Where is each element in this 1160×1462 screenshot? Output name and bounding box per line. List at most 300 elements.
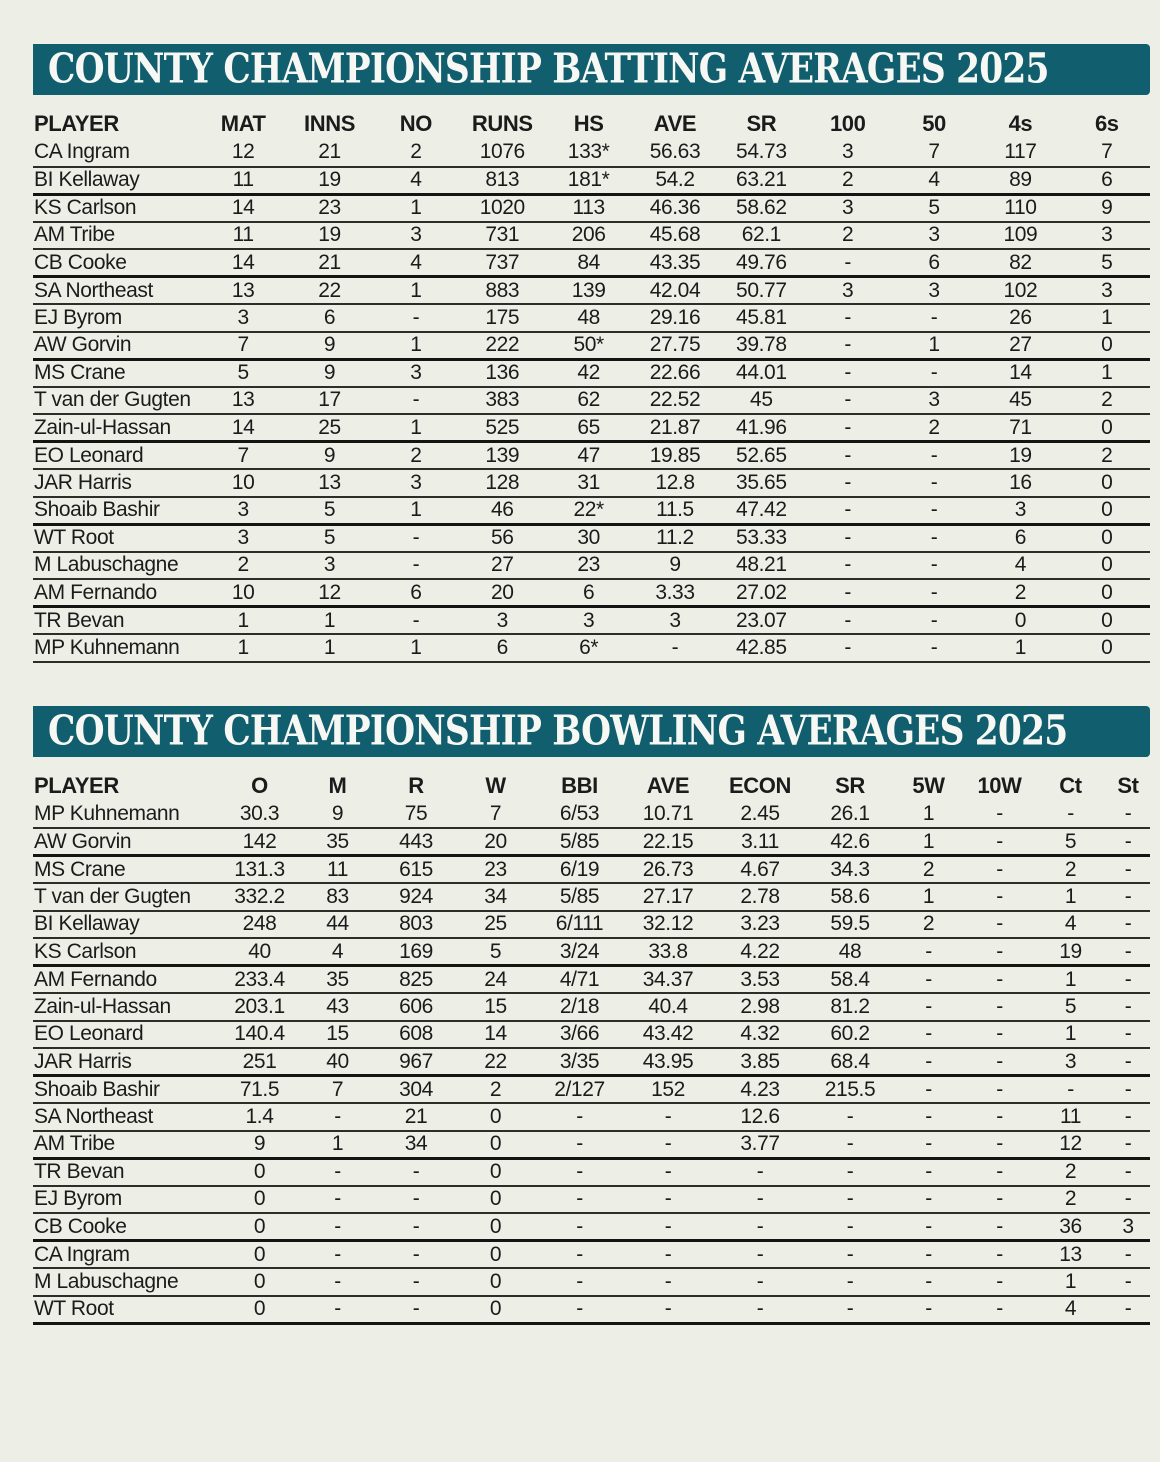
stat-cell: 12	[1035, 1131, 1106, 1159]
stat-cell: 14	[200, 414, 286, 442]
stat-cell: 54.2	[632, 167, 718, 195]
stat-cell: 29.16	[632, 304, 718, 332]
stat-cell: 1	[373, 194, 459, 222]
table-row	[33, 801, 1150, 829]
stat-cell: -	[1106, 1241, 1150, 1269]
stat-cell: -	[623, 1158, 713, 1186]
stat-cell: -	[891, 359, 977, 387]
stat-cell: -	[1106, 1158, 1150, 1186]
stat-cell: 50*	[545, 332, 631, 360]
table-row	[33, 222, 1150, 250]
stat-cell: 7	[200, 332, 286, 360]
stat-cell: 113	[545, 194, 631, 222]
stat-cell: 23	[455, 856, 536, 884]
stat-cell: -	[373, 524, 459, 552]
stat-cell: -	[373, 552, 459, 580]
stat-cell: 43	[298, 993, 377, 1021]
stat-cell: -	[298, 1103, 377, 1131]
stat-cell: -	[1035, 801, 1106, 829]
stat-cell: 12.6	[713, 1103, 807, 1131]
stat-cell: 14	[455, 1021, 536, 1049]
table-row	[33, 883, 1150, 911]
stat-cell: 23	[286, 194, 372, 222]
table-row	[33, 993, 1150, 1021]
stat-cell: 31	[545, 469, 631, 497]
player-name-cell: JAR Harris	[33, 1048, 221, 1076]
stat-cell: 142	[221, 828, 298, 856]
stat-cell: -	[373, 304, 459, 332]
stat-cell: -	[298, 1241, 377, 1269]
stat-cell: 56.63	[632, 139, 718, 167]
stat-cell: -	[805, 607, 891, 635]
stat-cell: 25	[286, 414, 372, 442]
stat-cell: -	[623, 1241, 713, 1269]
stat-cell: 65	[545, 414, 631, 442]
stat-cell: -	[893, 1213, 964, 1241]
stat-cell: -	[964, 1103, 1035, 1131]
player-name-cell: BI Kellaway	[33, 911, 221, 939]
stat-cell: 1	[1064, 359, 1150, 387]
stat-cell: -	[893, 938, 964, 966]
stat-cell: 4	[298, 938, 377, 966]
stat-cell: -	[623, 1131, 713, 1159]
stat-cell: 2	[1035, 1186, 1106, 1214]
stat-cell: 3.85	[713, 1048, 807, 1076]
stat-cell: 6	[286, 304, 372, 332]
stat-cell: 81.2	[807, 993, 893, 1021]
stat-cell: 1	[373, 414, 459, 442]
stat-cell: -	[807, 1186, 893, 1214]
stat-cell: 14	[977, 359, 1063, 387]
table-row	[33, 442, 1150, 470]
stat-cell: -	[964, 1213, 1035, 1241]
stat-cell: 42.6	[807, 828, 893, 856]
stat-cell: 14	[200, 194, 286, 222]
stat-cell: -	[1106, 828, 1150, 856]
stat-cell: 0	[1064, 414, 1150, 442]
player-name-cell: CB Cooke	[33, 1213, 221, 1241]
stat-cell: -	[964, 883, 1035, 911]
table-row	[33, 856, 1150, 884]
stat-cell: 2	[891, 414, 977, 442]
stat-cell: -	[805, 469, 891, 497]
stat-cell: 5	[891, 194, 977, 222]
stat-cell: 33.8	[623, 938, 713, 966]
stat-cell: 43.35	[632, 249, 718, 277]
stat-cell: 19	[977, 442, 1063, 470]
player-name-cell: KS Carlson	[33, 194, 200, 222]
stat-cell: 84	[545, 249, 631, 277]
player-name-cell: Shoaib Bashir	[33, 1076, 221, 1104]
stat-cell: -	[1035, 1076, 1106, 1104]
player-name-cell: MP Kuhnemann	[33, 634, 200, 662]
player-name-cell: Zain-ul-Hassan	[33, 993, 221, 1021]
stat-cell: 1	[373, 332, 459, 360]
stat-cell: 9	[286, 359, 372, 387]
stat-cell: 215.5	[807, 1076, 893, 1104]
player-name-cell: WT Root	[33, 1296, 221, 1324]
stat-cell: 825	[377, 966, 455, 994]
stat-cell: 1	[200, 634, 286, 662]
stat-cell: -	[1106, 1131, 1150, 1159]
stat-cell: 75	[377, 801, 455, 829]
stat-cell: 0	[455, 1296, 536, 1324]
stat-cell: 110	[977, 194, 1063, 222]
stat-cell: -	[891, 552, 977, 580]
stat-cell: -	[1106, 1296, 1150, 1324]
stat-cell: 3.33	[632, 579, 718, 607]
stat-cell: 181*	[545, 167, 631, 195]
table-row	[33, 634, 1150, 662]
stat-cell: -	[377, 1186, 455, 1214]
stat-cell: 2	[200, 552, 286, 580]
stat-column-header: 6s	[1094, 111, 1119, 136]
stat-column-header: ECON	[729, 772, 791, 798]
table-row	[33, 1021, 1150, 1049]
stat-cell: 21	[377, 1103, 455, 1131]
stat-cell: -	[805, 414, 891, 442]
stat-cell: 11.2	[632, 524, 718, 552]
stat-cell: -	[377, 1158, 455, 1186]
stat-cell: -	[1106, 966, 1150, 994]
stat-cell: -	[964, 1076, 1035, 1104]
stat-cell: -	[536, 1103, 623, 1131]
stat-cell: 1	[200, 607, 286, 635]
stat-cell: -	[373, 387, 459, 415]
stat-cell: 1	[286, 607, 372, 635]
stat-cell: 13	[286, 469, 372, 497]
stat-cell: 7	[891, 139, 977, 167]
stat-cell: 0	[455, 1158, 536, 1186]
stat-cell: 3.77	[713, 1131, 807, 1159]
stat-cell: 7	[455, 801, 536, 829]
stat-column-header: AVE	[653, 111, 697, 136]
stat-cell: 24	[455, 966, 536, 994]
player-column-header: PLAYER	[34, 772, 119, 798]
stat-cell: 10	[200, 469, 286, 497]
stat-cell: -	[807, 1268, 893, 1296]
stat-column-header: 4s	[1008, 111, 1033, 136]
stat-cell: -	[893, 1131, 964, 1159]
stat-cell: -	[893, 1241, 964, 1269]
player-name-cell: SA Northeast	[33, 1103, 221, 1131]
stat-cell: 45	[977, 387, 1063, 415]
player-name-cell: EJ Byrom	[33, 1186, 221, 1214]
stat-cell: -	[1106, 1103, 1150, 1131]
bowling-averages-table	[33, 771, 1150, 1325]
stat-cell: -	[1106, 1268, 1150, 1296]
stat-cell: 36	[1035, 1213, 1106, 1241]
stat-cell: 35	[298, 966, 377, 994]
stat-cell: 2/18	[536, 993, 623, 1021]
stat-cell: 1	[1035, 966, 1106, 994]
player-name-cell: KS Carlson	[33, 938, 221, 966]
stat-cell: -	[964, 1021, 1035, 1049]
stat-cell: -	[891, 634, 977, 662]
stat-cell: 4.22	[713, 938, 807, 966]
batting-title-banner	[33, 44, 1150, 95]
stat-cell: 3/66	[536, 1021, 623, 1049]
stat-cell: 4	[373, 167, 459, 195]
stat-cell: 4.67	[713, 856, 807, 884]
table-row	[33, 524, 1150, 552]
stat-column-header: R	[408, 772, 424, 798]
batting-header-row	[33, 109, 1150, 139]
stat-cell: 50.77	[718, 277, 804, 305]
stat-cell: 9	[1064, 194, 1150, 222]
stat-cell: 23	[545, 552, 631, 580]
stat-cell: 58.62	[718, 194, 804, 222]
stat-cell: -	[298, 1268, 377, 1296]
table-row	[33, 414, 1150, 442]
stat-cell: -	[891, 469, 977, 497]
stat-column-header: NO	[399, 111, 432, 136]
stat-cell: 0	[221, 1268, 298, 1296]
stat-cell: -	[377, 1296, 455, 1324]
stat-cell: 1	[893, 801, 964, 829]
stat-cell: 42.04	[632, 277, 718, 305]
player-name-cell: BI Kellaway	[33, 167, 200, 195]
stat-column-header: W	[485, 772, 506, 798]
stat-cell: 1.4	[221, 1103, 298, 1131]
stat-cell: 47.42	[718, 497, 804, 525]
stat-cell: -	[805, 497, 891, 525]
stat-cell: 63.21	[718, 167, 804, 195]
stat-cell: 34	[455, 883, 536, 911]
stat-cell: -	[805, 249, 891, 277]
stat-cell: 45	[718, 387, 804, 415]
table-row	[33, 552, 1150, 580]
stat-cell: -	[536, 1186, 623, 1214]
stat-cell: -	[623, 1296, 713, 1324]
table-row	[33, 359, 1150, 387]
table-row	[33, 469, 1150, 497]
stat-cell: 0	[1064, 634, 1150, 662]
table-row	[33, 139, 1150, 167]
stat-cell: 2/127	[536, 1076, 623, 1104]
player-name-cell: EO Leonard	[33, 442, 200, 470]
stat-cell: -	[536, 1241, 623, 1269]
player-name-cell: AM Tribe	[33, 1131, 221, 1159]
stat-cell: 3.23	[713, 911, 807, 939]
stat-cell: 19.85	[632, 442, 718, 470]
stat-cell: -	[623, 1213, 713, 1241]
stat-column-header: SR	[746, 111, 777, 136]
stat-cell: 0	[1064, 524, 1150, 552]
stat-cell: -	[805, 442, 891, 470]
stat-cell: 1	[893, 883, 964, 911]
stat-cell: 0	[221, 1296, 298, 1324]
stat-cell: 2	[1035, 856, 1106, 884]
stat-cell: 3/35	[536, 1048, 623, 1076]
stat-cell: 0	[1064, 469, 1150, 497]
stat-cell: 40	[298, 1048, 377, 1076]
stat-cell: 5	[1064, 249, 1150, 277]
stat-cell: -	[536, 1268, 623, 1296]
stat-cell: 3	[200, 497, 286, 525]
stat-cell: 3	[805, 277, 891, 305]
stat-cell: 14	[200, 249, 286, 277]
stat-cell: 35	[298, 828, 377, 856]
stat-cell: 34	[377, 1131, 455, 1159]
stat-cell: -	[536, 1158, 623, 1186]
stat-column-header: 50	[922, 111, 946, 136]
bowling-header-row	[33, 771, 1150, 801]
stat-cell: 0	[221, 1241, 298, 1269]
player-name-cell: AM Fernando	[33, 966, 221, 994]
stat-cell: 22.15	[623, 828, 713, 856]
stat-cell: 0	[455, 1241, 536, 1269]
player-name-cell: JAR Harris	[33, 469, 200, 497]
stat-cell: 44.01	[718, 359, 804, 387]
stat-cell: -	[964, 1241, 1035, 1269]
stat-cell: 9	[286, 442, 372, 470]
stat-cell: 15	[455, 993, 536, 1021]
stat-cell: 21	[286, 249, 372, 277]
stat-cell: 1	[977, 634, 1063, 662]
stat-cell: 139	[459, 442, 545, 470]
stat-column-header: SR	[835, 772, 865, 798]
table-row	[33, 607, 1150, 635]
player-name-cell: EJ Byrom	[33, 304, 200, 332]
stat-cell: 203.1	[221, 993, 298, 1021]
stat-cell: 22	[455, 1048, 536, 1076]
stat-cell: 2.98	[713, 993, 807, 1021]
stat-cell: 967	[377, 1048, 455, 1076]
stat-cell: -	[805, 524, 891, 552]
stat-cell: 140.4	[221, 1021, 298, 1049]
table-row	[33, 1103, 1150, 1131]
stat-cell: 12.8	[632, 469, 718, 497]
stat-cell: -	[893, 1048, 964, 1076]
stat-cell: 136	[459, 359, 545, 387]
table-row	[33, 332, 1150, 360]
player-name-cell: Shoaib Bashir	[33, 497, 200, 525]
stat-column-header: HS	[573, 111, 604, 136]
stat-cell: 27	[459, 552, 545, 580]
stat-cell: 3	[1064, 222, 1150, 250]
stat-cell: 11	[200, 222, 286, 250]
stat-cell: -	[964, 828, 1035, 856]
stat-cell: 26.73	[623, 856, 713, 884]
table-row	[33, 1296, 1150, 1324]
player-name-cell: AW Gorvin	[33, 828, 221, 856]
stat-cell: 10.71	[623, 801, 713, 829]
stat-cell: 3	[373, 359, 459, 387]
stat-cell: 102	[977, 277, 1063, 305]
stat-cell: 46	[459, 497, 545, 525]
player-name-cell: TR Bevan	[33, 607, 200, 635]
player-column-header: PLAYER	[34, 111, 119, 136]
stat-cell: 3	[545, 607, 631, 635]
stat-cell: 49.76	[718, 249, 804, 277]
stat-cell: 40	[221, 938, 298, 966]
stat-cell: 27.75	[632, 332, 718, 360]
stat-cell: -	[805, 634, 891, 662]
stat-cell: -	[377, 1241, 455, 1269]
stat-cell: -	[623, 1268, 713, 1296]
stat-cell: 251	[221, 1048, 298, 1076]
stat-cell: 48.21	[718, 552, 804, 580]
stat-cell: 13	[200, 387, 286, 415]
stat-column-header: O	[251, 772, 268, 798]
stat-cell: -	[298, 1158, 377, 1186]
stat-cell: 6/19	[536, 856, 623, 884]
stat-cell: 525	[459, 414, 545, 442]
stat-cell: -	[713, 1158, 807, 1186]
stat-cell: 11	[200, 167, 286, 195]
stat-cell: 803	[377, 911, 455, 939]
stat-cell: 46.36	[632, 194, 718, 222]
stat-cell: 1	[1035, 1268, 1106, 1296]
stat-cell: 48	[545, 304, 631, 332]
stat-cell: 4	[891, 167, 977, 195]
stat-cell: -	[536, 1131, 623, 1159]
stat-cell: 6	[545, 579, 631, 607]
stat-cell: 304	[377, 1076, 455, 1104]
stat-cell: 13	[200, 277, 286, 305]
stat-cell: 53.33	[718, 524, 804, 552]
stat-cell: 332.2	[221, 883, 298, 911]
stat-cell: -	[713, 1268, 807, 1296]
stat-cell: 3.11	[713, 828, 807, 856]
stat-cell: 9	[286, 332, 372, 360]
stat-cell: -	[964, 801, 1035, 829]
stat-cell: 383	[459, 387, 545, 415]
stat-cell: 1	[891, 332, 977, 360]
stat-cell: 83	[298, 883, 377, 911]
stat-cell: 6/53	[536, 801, 623, 829]
stat-cell: 34.3	[807, 856, 893, 884]
stat-column-header: Ct	[1059, 772, 1082, 798]
stat-cell: 5/85	[536, 883, 623, 911]
stat-cell: 133*	[545, 139, 631, 167]
section-divider-gap	[33, 663, 1150, 706]
stat-cell: -	[807, 1296, 893, 1324]
stat-cell: 1	[373, 497, 459, 525]
stat-cell: 615	[377, 856, 455, 884]
stat-cell: -	[964, 966, 1035, 994]
stat-cell: 34.37	[623, 966, 713, 994]
stat-cell: -	[807, 1213, 893, 1241]
player-name-cell: CA Ingram	[33, 1241, 221, 1269]
player-name-cell: MP Kuhnemann	[33, 801, 221, 829]
stat-cell: 41.96	[718, 414, 804, 442]
table-row	[33, 828, 1150, 856]
stat-cell: -	[893, 1158, 964, 1186]
stat-cell: 2	[1064, 387, 1150, 415]
player-name-cell: AW Gorvin	[33, 332, 200, 360]
stat-cell: -	[805, 332, 891, 360]
stat-cell: -	[1106, 883, 1150, 911]
stat-cell: 175	[459, 304, 545, 332]
stat-cell: 6	[459, 634, 545, 662]
stat-cell: -	[805, 579, 891, 607]
stat-cell: 3	[1035, 1048, 1106, 1076]
stat-column-header: M	[328, 772, 347, 798]
stat-cell: 60.2	[807, 1021, 893, 1049]
stat-cell: 39.78	[718, 332, 804, 360]
stat-cell: 2	[373, 442, 459, 470]
stat-cell: 3	[286, 552, 372, 580]
stat-cell: -	[893, 1021, 964, 1049]
stat-cell: 883	[459, 277, 545, 305]
stat-cell: 1	[298, 1131, 377, 1159]
stat-column-header: 100	[829, 111, 866, 136]
stat-cell: 0	[1064, 607, 1150, 635]
stat-cell: 32.12	[623, 911, 713, 939]
table-row	[33, 1186, 1150, 1214]
